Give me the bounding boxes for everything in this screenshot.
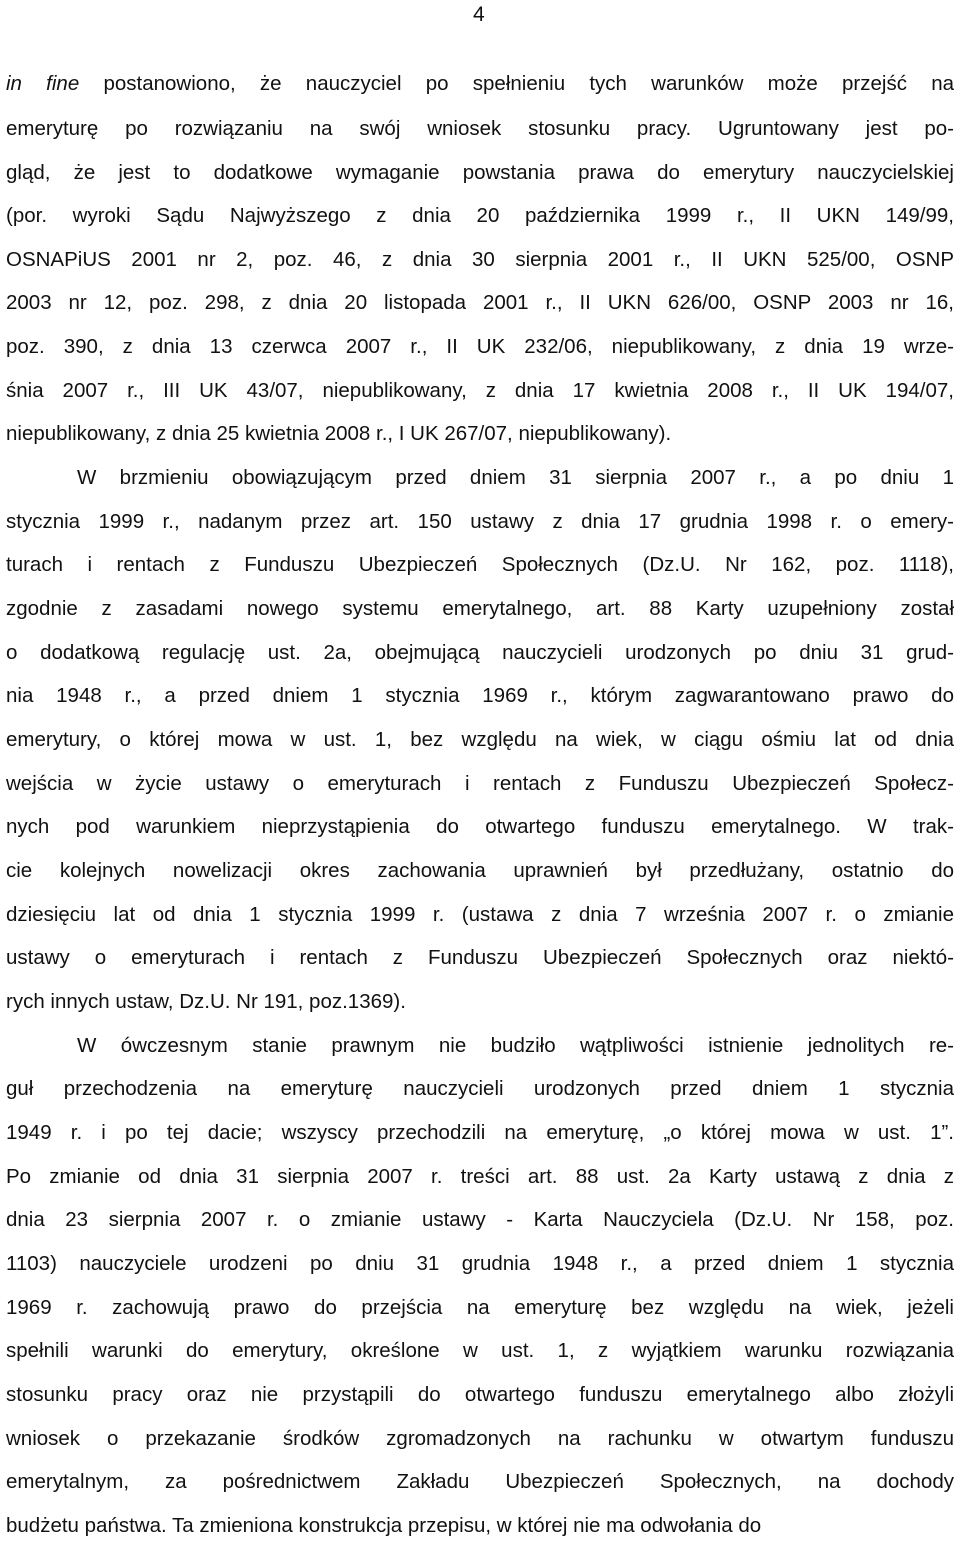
line-text: 1949 r. i po tej dacie; wszyscy przechodzili na emeryturę, „o której mowa w ust. 1”. [6, 1121, 954, 1144]
italic-phrase: in fine [6, 72, 80, 95]
text-line [6, 203, 954, 229]
text-line [6, 1076, 954, 1102]
text-line [6, 596, 954, 622]
text-line [6, 1382, 954, 1408]
text-line [6, 378, 954, 404]
line-text: 1103) nauczyciele urodzeni po dniu 31 grudnia 1948 r., a przed dniem 1 stycznia [6, 1252, 954, 1275]
text-line [6, 814, 954, 840]
text-line [6, 552, 954, 578]
text-line [6, 989, 406, 1015]
text-line [6, 858, 954, 884]
line-text: rych innych ustaw, Dz.U. Nr 191, poz.1369). [6, 990, 406, 1013]
text-line [6, 290, 954, 316]
text-line [6, 640, 954, 666]
line-text: wniosek o przekazanie środków zgromadzonych na rachunku w otwartym funduszu [6, 1427, 954, 1450]
line-text: nia 1948 r., a przed dniem 1 stycznia 1969 r., którym zagwarantowano prawo do [6, 684, 954, 707]
text-line [77, 1033, 954, 1059]
line-text: dziesięciu lat od dnia 1 stycznia 1999 r. (ustawa z dnia 7 września 2007 r. o zmianie [6, 903, 954, 926]
line-text: W brzmieniu obowiązującym przed dniem 31 sierpnia 2007 r., a po dniu 1 [77, 466, 954, 489]
line-text: turach i rentach z Funduszu Ubezpieczeń Społecznych (Dz.U. Nr 162, poz. 1118), [6, 553, 954, 576]
text-line [77, 465, 954, 491]
text-line [6, 509, 954, 535]
line-text: postanowiono, że nauczyciel po spełnieniu tych warunków może przejść na [79, 72, 954, 95]
line-text: (por. wyroki Sądu Najwyższego z dnia 20 października 1999 r., II UKN 149/99, [6, 204, 954, 227]
line-text: cie kolejnych nowelizacji okres zachowania uprawnień był przedłużany, ostatnio do [6, 859, 954, 882]
line-text: poz. 390, z dnia 13 czerwca 2007 r., II UK 232/06, niepublikowany, z dnia 19 wrze- [6, 335, 954, 358]
line-text: emeryturę po rozwiązaniu na swój wniosek stosunku pracy. Ugruntowany jest po- [6, 117, 954, 140]
line-text: gląd, że jest to dodatkowe wymaganie powstania prawa do emerytury nauczycielskiej [6, 161, 954, 184]
line-text: śnia 2007 r., III UK 43/07, niepublikowany, z dnia 17 kwietnia 2008 r., II UK 194/07, [6, 379, 954, 402]
line-text: zgodnie z zasadami nowego systemu emerytalnego, art. 88 Karty uzupełniony został [6, 597, 954, 620]
line-text: budżetu państwa. Ta zmieniona konstrukcja przepisu, w której nie ma odwołania do [6, 1514, 762, 1537]
text-line [6, 421, 671, 447]
line-text: nych pod warunkiem nieprzystąpienia do otwartego funduszu emerytalnego. W trak- [6, 815, 954, 838]
text-line [6, 1338, 954, 1364]
line-text: emerytalnym, za pośrednictwem Zakładu Ubezpieczeń Społecznych, na dochody [6, 1470, 954, 1493]
text-line [6, 1426, 954, 1452]
text-line [6, 247, 954, 273]
page-number: 4 [473, 3, 485, 26]
text-line [6, 1513, 761, 1539]
line-text: Po zmianie od dnia 31 sierpnia 2007 r. treści art. 88 ust. 2a Karty ustawą z dnia z [6, 1165, 954, 1188]
text-line [6, 771, 954, 797]
line-text: guł przechodzenia na emeryturę nauczycieli urodzonych przed dniem 1 stycznia [6, 1077, 954, 1100]
line-text: stycznia 1999 r., nadanym przez art. 150 ustawy z dnia 17 grudnia 1998 r. o emery- [6, 510, 954, 533]
line-text: 2003 nr 12, poz. 298, z dnia 20 listopada 2001 r., II UKN 626/00, OSNP 2003 nr 16, [6, 291, 954, 314]
line-text: emerytury, o której mowa w ust. 1, bez względu na wiek, w ciągu ośmiu lat od dnia [6, 728, 954, 751]
text-line [6, 71, 954, 97]
line-text: dnia 23 sierpnia 2007 r. o zmianie ustawy - Karta Nauczyciela (Dz.U. Nr 158, poz. [6, 1208, 954, 1231]
text-line [6, 116, 954, 142]
text-line [6, 683, 954, 709]
text-line [6, 1295, 954, 1321]
line-text: niepublikowany, z dnia 25 kwietnia 2008 r., I UK 267/07, niepublikowany). [6, 422, 672, 445]
line-text: W ówczesnym stanie prawnym nie budziło wątpliwości istnienie jednolitych re- [77, 1034, 954, 1057]
line-text: 1969 r. zachowują prawo do przejścia na emeryturę bez względu na wiek, jeżeli [6, 1296, 954, 1319]
line-text: ustawy o emeryturach i rentach z Funduszu Ubezpieczeń Społecznych oraz niektó- [6, 946, 954, 969]
text-line [6, 1251, 954, 1277]
line-text: stosunku pracy oraz nie przystąpili do otwartego funduszu emerytalnego albo złożyli [6, 1383, 954, 1406]
text-line [6, 902, 954, 928]
text-line [6, 1469, 954, 1495]
text-line [6, 1120, 954, 1146]
line-text: spełnili warunki do emerytury, określone w ust. 1, z wyjątkiem warunku rozwiązania [6, 1339, 954, 1362]
line-text: OSNAPiUS 2001 nr 2, poz. 46, z dnia 30 sierpnia 2001 r., II UKN 525/00, OSNP [6, 248, 954, 271]
text-line [6, 1207, 954, 1233]
text-line [6, 727, 954, 753]
text-line [6, 160, 954, 186]
text-line [6, 1164, 954, 1190]
text-line [6, 945, 954, 971]
line-text: o dodatkową regulację ust. 2a, obejmującą nauczycieli urodzonych po dniu 31 grud- [6, 641, 954, 664]
text-line [6, 334, 954, 360]
line-text: wejścia w życie ustawy o emeryturach i rentach z Funduszu Ubezpieczeń Społecz- [6, 772, 954, 795]
